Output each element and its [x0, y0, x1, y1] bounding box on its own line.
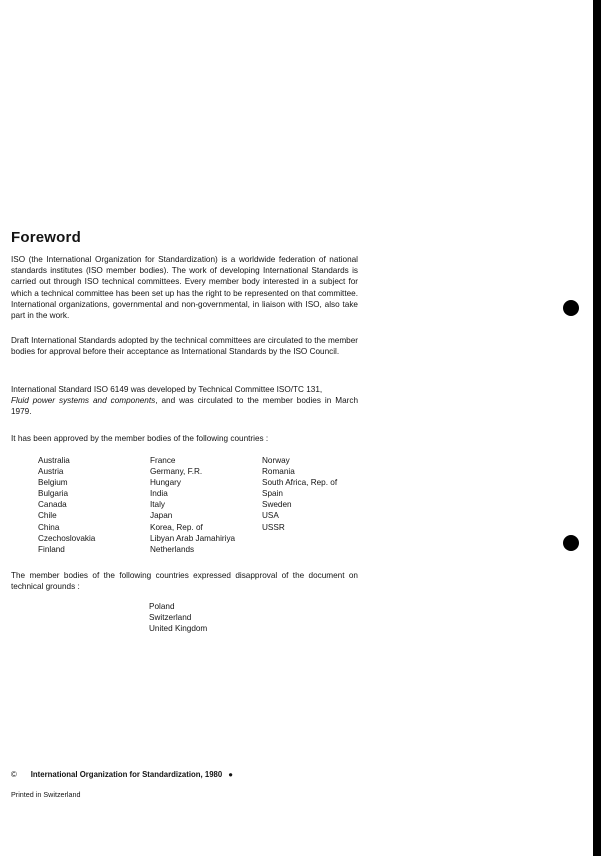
country-item: Romania	[262, 467, 295, 477]
page-title: Foreword	[11, 229, 81, 246]
country-item: Spain	[262, 489, 283, 499]
country-item: South Africa, Rep. of	[262, 478, 338, 488]
development-text-end: , and was circulated to the member bodies in March 1979.	[11, 396, 359, 417]
approving-countries-column-1	[38, 455, 95, 555]
country-item: Chile	[38, 511, 57, 521]
country-item: Canada	[38, 500, 67, 510]
approving-countries-column-2	[150, 455, 235, 555]
copyright-line	[11, 770, 233, 779]
copyright-symbol: ©	[11, 770, 17, 779]
country-item: Korea, Rep. of	[150, 522, 203, 532]
disapproval-intro: The member bodies of the following countries expressed disapproval of the document on technical grounds :	[11, 571, 358, 592]
binder-hole-top	[563, 300, 579, 316]
country-item: Norway	[262, 456, 290, 465]
printed-in: Printed in Switzerland	[11, 790, 81, 799]
country-item: Czechoslovakia	[38, 533, 96, 543]
country-item: Hungary	[150, 478, 181, 488]
country-item: France	[150, 456, 176, 465]
country-item: Australia	[38, 456, 70, 465]
disapproving-countries	[149, 601, 207, 634]
country-item: China	[38, 522, 60, 532]
country-item: Japan	[150, 511, 173, 521]
country-item: Sweden	[262, 500, 292, 510]
binder-hole-bottom	[563, 535, 579, 551]
approving-countries-column-3	[262, 455, 337, 533]
country-item: Belgium	[38, 478, 68, 488]
country-item: Germany, F.R.	[150, 467, 203, 477]
country-item: USA	[262, 511, 279, 521]
country-item: Netherlands	[150, 544, 195, 554]
country-item: Switzerland	[149, 613, 192, 623]
country-item: USSR	[262, 522, 285, 532]
country-item: Finland	[38, 544, 65, 554]
country-item: Bulgaria	[38, 489, 69, 499]
development-paragraph	[11, 384, 358, 418]
bullet-mark: ●	[228, 770, 233, 779]
country-item: United Kingdom	[149, 624, 208, 634]
committee-title: Fluid power systems and components	[11, 396, 156, 406]
country-item: Italy	[150, 500, 166, 510]
country-item: Libyan Arab Jamahiriya	[150, 533, 236, 543]
drafts-paragraph: Draft International Standards adopted by the technical committees are circulated to the member bodies for approval before their acceptance as International Standards by the ISO Council.	[11, 336, 358, 357]
development-text-start: International Standard ISO 6149 was developed by Technical Committee ISO/TC 131,	[11, 385, 323, 394]
intro-paragraph: ISO (the International Organization for Standardization) is a worldwide federation of national standards institutes (ISO member bodies). The work of developing International Standards is carried out through ISO technical committees. Every member body interested in a subject for which a technical committee has been set up has the right to be represented on that committee. International organizations, governmental and non-governmental, in liaison with ISO, also take part in the work.	[11, 255, 358, 321]
country-item: Austria	[38, 467, 64, 477]
country-item: India	[150, 489, 168, 499]
copyright-text: International Organization for Standardization, 1980	[30, 770, 223, 779]
country-item: Poland	[149, 602, 175, 611]
page-edge-shadow	[593, 0, 601, 856]
approval-intro: It has been approved by the member bodies of the following countries :	[11, 434, 269, 443]
